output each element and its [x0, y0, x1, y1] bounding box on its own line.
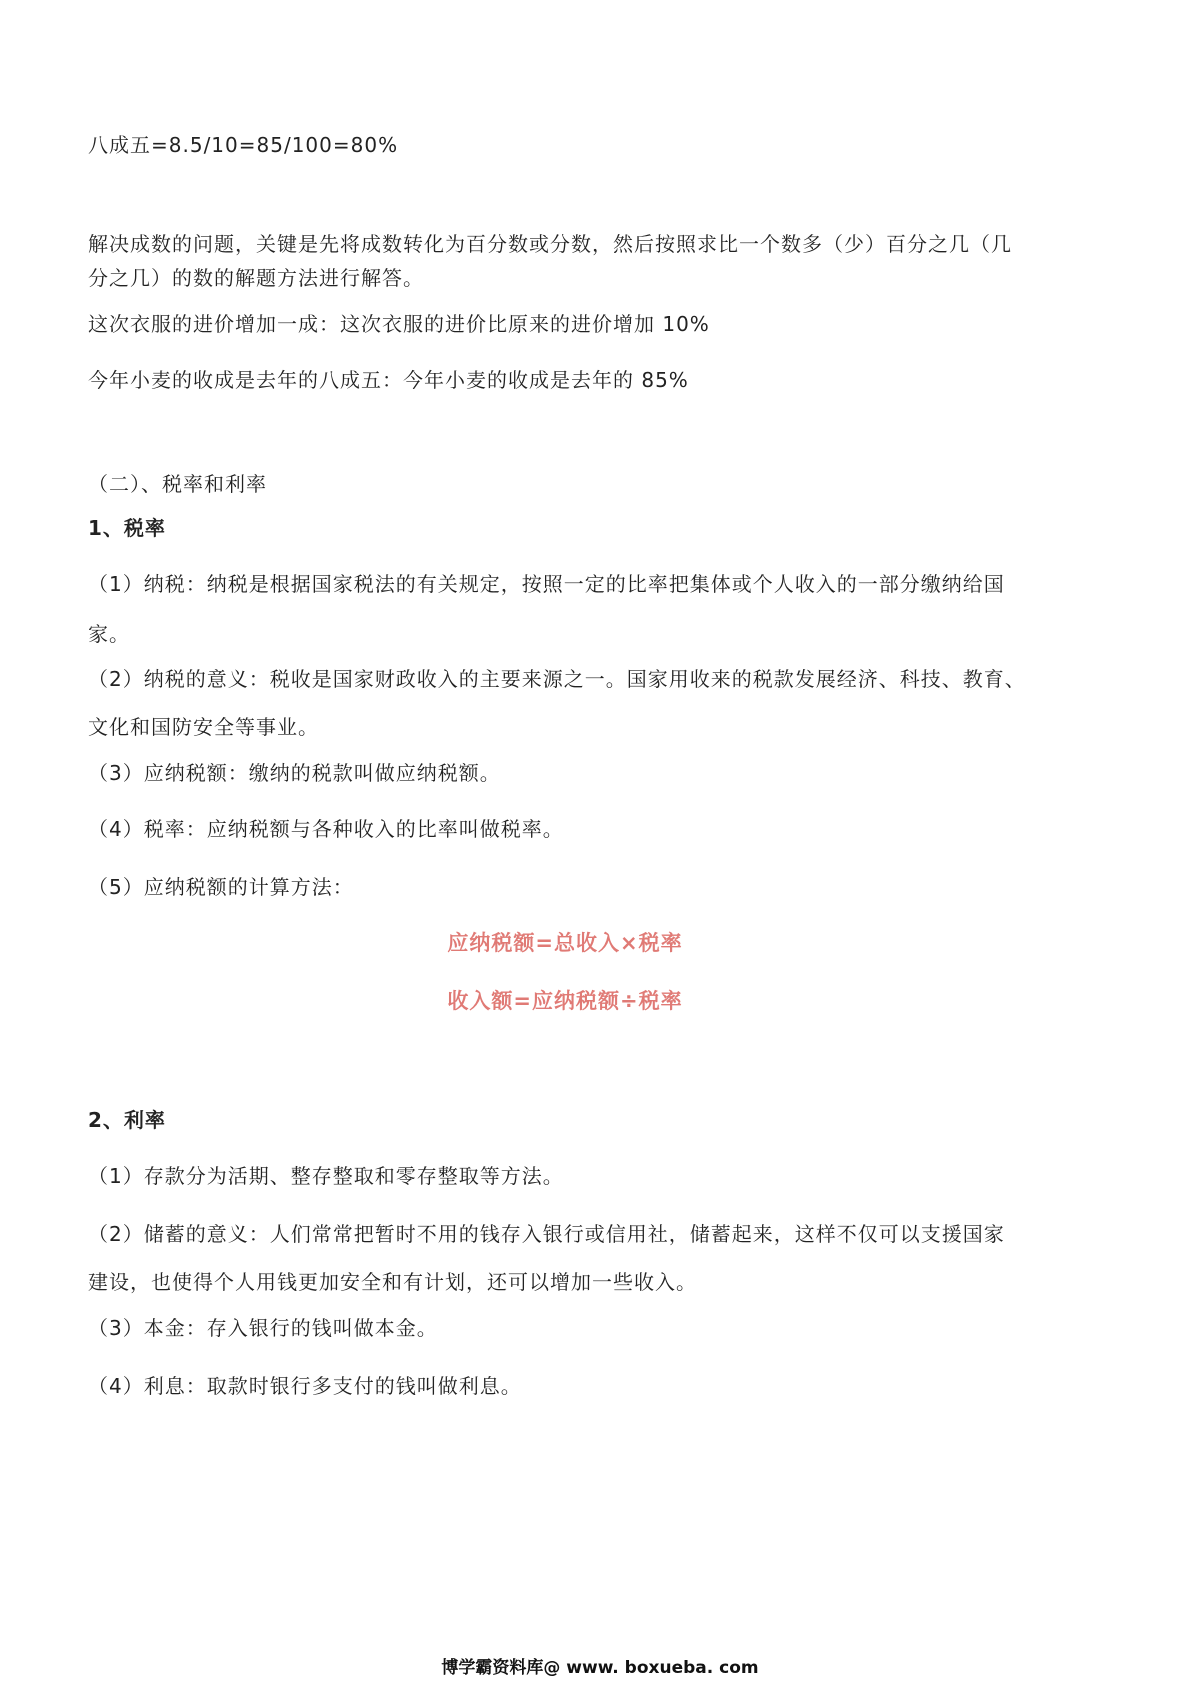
example-wheat: 今年小麦的收成是去年的八成五：今年小麦的收成是去年的 85% — [88, 368, 689, 392]
tax-item: （4）税率：应纳税额与各种收入的比率叫做税率。 — [88, 817, 564, 841]
interest-item: （4）利息：取款时银行多支付的钱叫做利息。 — [88, 1374, 522, 1398]
paragraph-solve-line-1: 解决成数的问题，关键是先将成数转化为百分数或分数，然后按照求比一个数多（少）百分之几（几 — [88, 232, 1012, 256]
tax-item: （3）应纳税额：缴纳的税款叫做应纳税额。 — [88, 761, 501, 785]
interest-item: （3）本金：存入银行的钱叫做本金。 — [88, 1316, 438, 1340]
interest-item: 建设，也使得个人用钱更加安全和有计划，还可以增加一些收入。 — [88, 1270, 697, 1294]
formula-income: 收入额=应纳税额÷税率 — [447, 989, 683, 1013]
tax-title: 1、税率 — [88, 516, 166, 540]
example-clothes: 这次衣服的进价增加一成：这次衣服的进价比原来的进价增加 10% — [88, 312, 710, 336]
interest-title: 2、利率 — [88, 1108, 166, 1132]
equation-eighty-five: 八成五=8.5/10=85/100=80% — [88, 133, 399, 157]
tax-item: （1）纳税：纳税是根据国家税法的有关规定，按照一定的比率把集体或个人收入的一部分缴纳给国 — [88, 572, 1005, 596]
tax-item: 家。 — [88, 622, 130, 646]
tax-item: （2）纳税的意义：税收是国家财政收入的主要来源之一。国家用收来的税款发展经济、科技、教育、 — [88, 667, 1026, 691]
tax-item: （5）应纳税额的计算方法： — [88, 875, 354, 899]
interest-item: （1）存款分为活期、整存整取和零存整取等方法。 — [88, 1164, 564, 1188]
formula-tax-amount: 应纳税额=总收入×税率 — [447, 931, 683, 955]
section-heading: （二）、税率和利率 — [88, 472, 267, 496]
paragraph-solve-line-2: 分之几）的数的解题方法进行解答。 — [88, 266, 424, 290]
tax-item: 文化和国防安全等事业。 — [88, 715, 319, 739]
interest-item: （2）储蓄的意义：人们常常把暂时不用的钱存入银行或信用社，储蓄起来，这样不仅可以支援国家 — [88, 1222, 1005, 1246]
footer-watermark: 博学霸资料库@ www. boxueba. com — [441, 1658, 759, 1678]
